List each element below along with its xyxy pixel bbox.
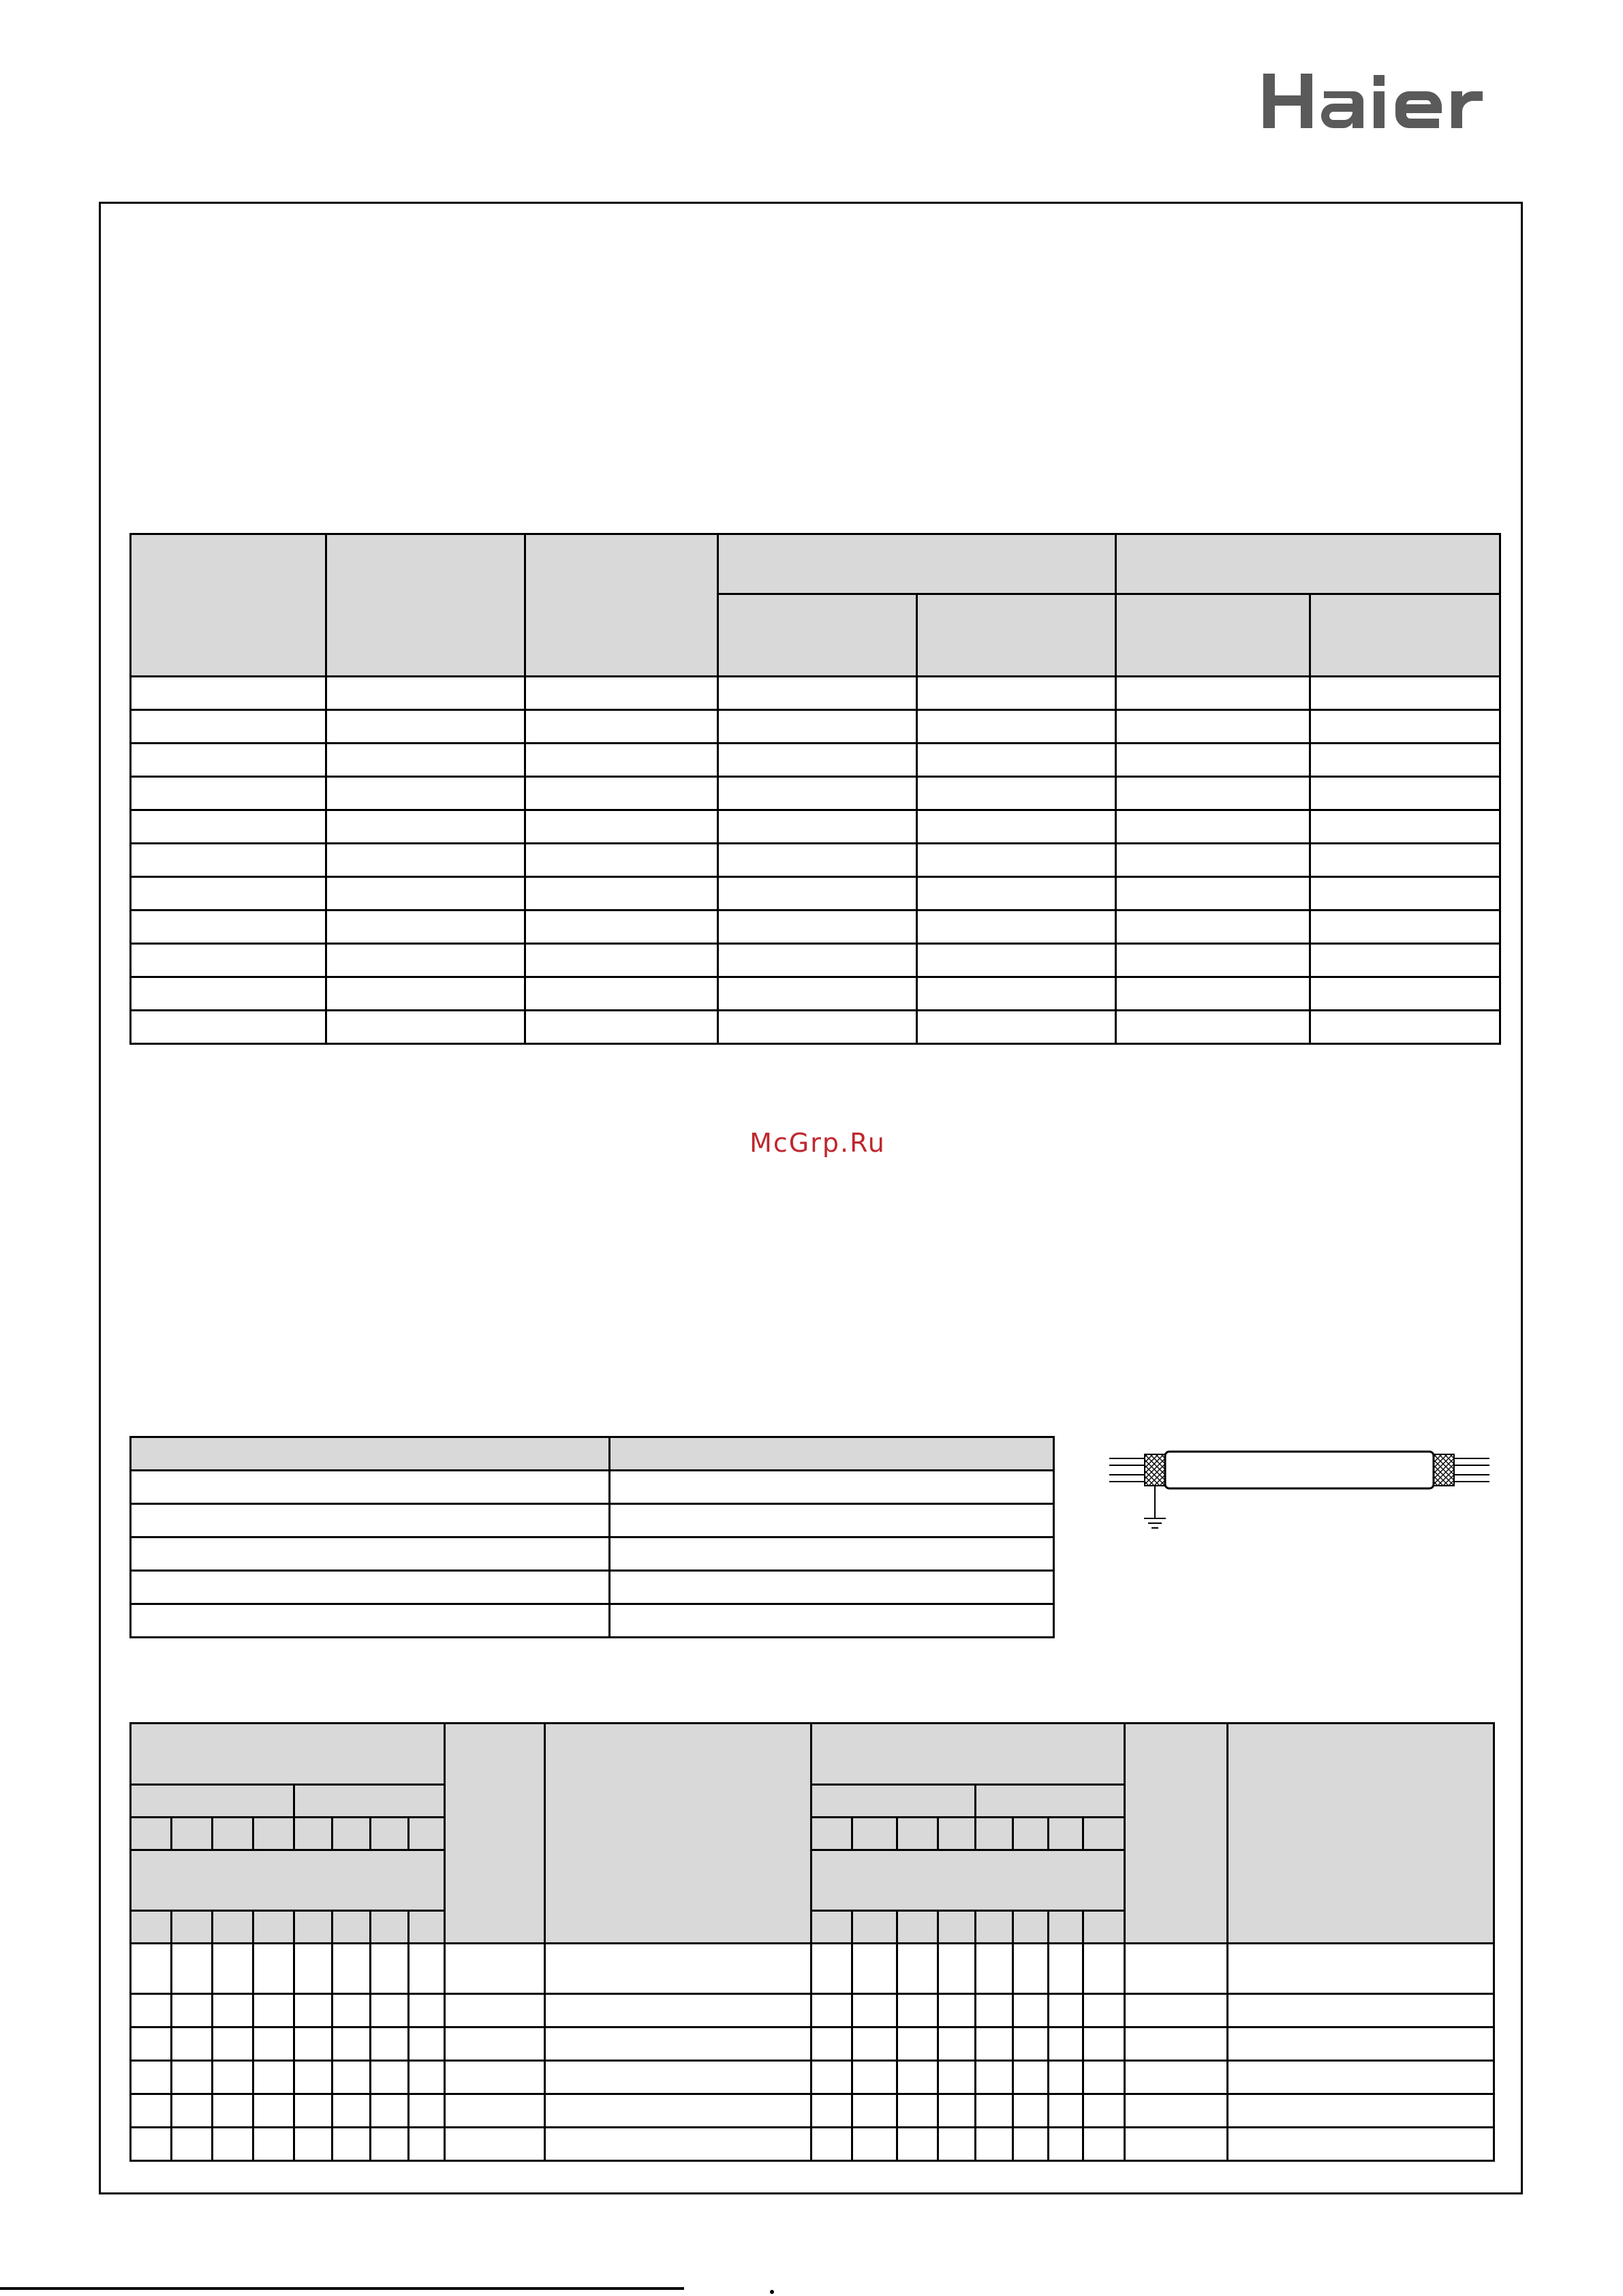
header-group-cell [131,1850,445,1911]
table-row [131,2128,1494,2161]
header-subgroup-cell [812,1785,976,1818]
table-row [131,877,1500,910]
table-row [131,744,1500,777]
header-group-cell [812,1850,1125,1911]
table-body [131,677,1500,1044]
header-subgroup-cell [976,1785,1125,1818]
table-row [131,2061,1494,2094]
cable-shield-icon [1102,1445,1498,1540]
table-row [131,777,1500,810]
table-row [131,1537,1054,1571]
header-group-cell [718,534,1116,594]
footer-rule [0,2287,684,2290]
header-subcell [718,594,917,677]
table-row [131,1604,1054,1638]
table-row [131,1994,1494,2027]
header-subgroup-cell [294,1785,445,1818]
table-row [131,1571,1054,1604]
header-cell [1228,1724,1494,1944]
table-row [131,710,1500,744]
header-subcell [1116,594,1310,677]
table-row [131,1011,1500,1044]
header-cell [545,1724,812,1944]
header-group-cell [812,1724,1125,1785]
table-row [131,944,1500,977]
header-cell [131,534,326,677]
table-row [131,2027,1494,2061]
table-row [131,677,1500,710]
table-row [131,1504,1054,1537]
footer-mark [770,2290,774,2294]
cable-table [129,1436,1055,1638]
haier-logo [1254,55,1526,143]
table-row [131,810,1500,844]
header-subgroup-cell [131,1785,294,1818]
header-cell [326,534,525,677]
header-cell [131,1437,610,1471]
header-cell [1125,1724,1228,1944]
header-cell [610,1437,1054,1471]
specifications-table [129,533,1501,1045]
table-row [131,977,1500,1011]
header-group-cell [131,1724,445,1785]
table-row [131,1471,1054,1504]
watermark-text: McGrp.Ru [749,1128,886,1158]
table-row [131,844,1500,877]
parameters-table [129,1722,1495,2162]
table-row [131,910,1500,944]
header-subcell [1310,594,1500,677]
header-subcell [917,594,1116,677]
header-cell [445,1724,545,1944]
header-group-cell [1116,534,1500,594]
header-cell [525,534,718,677]
table-row [131,2094,1494,2128]
table-row [131,1944,1494,1994]
